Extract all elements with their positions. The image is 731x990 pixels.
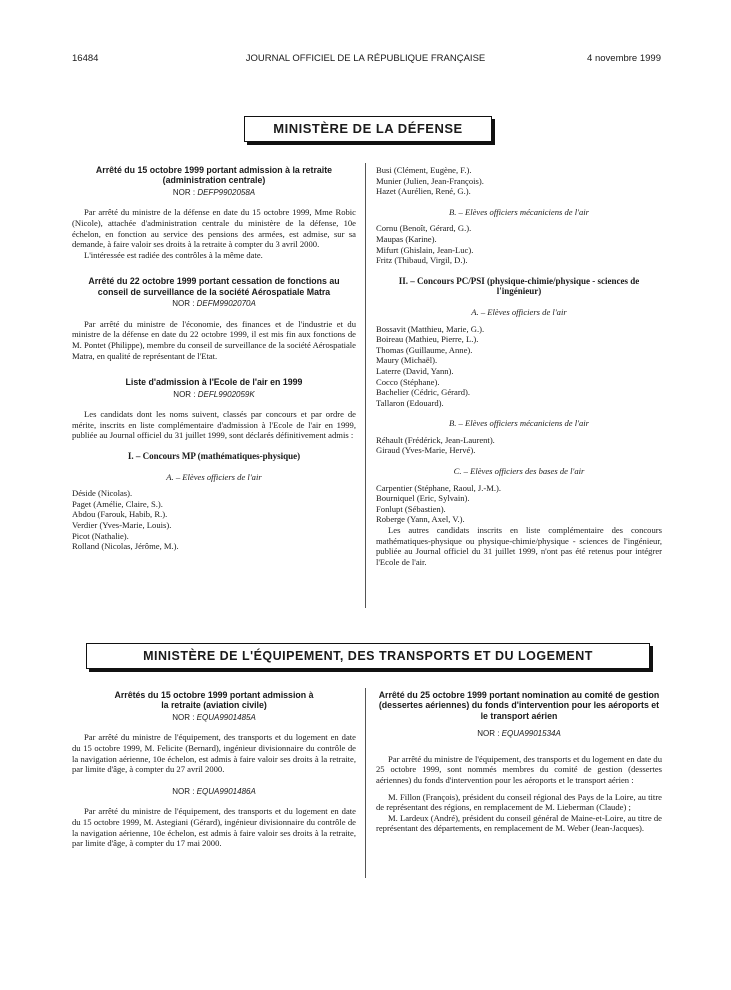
column-divider xyxy=(365,688,366,878)
paragraph: Par arrêté du ministre de l'équipement, des transports et du logement en date du 15 octobre 1999, M. Astegiani (Gérard), ingénieur divisionnaire du contrôle de la navigation aérienne, 10e échelon, est admis à faire valoir ses droits à la retraite, par limite d'âge, à compter du 17 mai 2000. xyxy=(72,806,356,849)
paragraph: Par arrêté du ministre de l'économie, des finances et de l'industrie et du ministre de la défense en date du 22 octobre 1999, il est mis fin aux fonctions de M. Pontet (Philippe), membre du conseil de surveillance de la société Aérospatiale Matra, en qualité de représentant de l'Etat. xyxy=(72,318,356,361)
list-item: Fonlupt (Sébastien). xyxy=(376,503,446,514)
name-list xyxy=(72,488,356,552)
list-item: Verdier (Yves-Marie, Louis). xyxy=(72,519,172,530)
name-list xyxy=(376,324,662,409)
list-item: Bourniquel (Eric, Sylvain). xyxy=(376,493,470,504)
list-item: Maury (Michaël). xyxy=(376,355,438,366)
paragraph: M. Lardeux (André), président du conseil général de Maine-et-Loire, au titre de représentant des départements, en remplacement de M. Weber (Jean-Jacques). xyxy=(376,812,662,834)
nor-ref: NOR : EQUA9901486A xyxy=(172,786,256,796)
list-item: Laterre (David, Yann). xyxy=(376,365,454,376)
equipment-column-right xyxy=(376,690,662,834)
column-divider xyxy=(365,163,366,608)
paragraph: L'intéressée est radiée des contrôles à la même date. xyxy=(84,249,263,260)
defense-column-right xyxy=(376,165,662,567)
list-item: Picot (Nathalie). xyxy=(72,530,129,541)
paragraph: Les autres candidats inscrits en liste complémentaire des concours mathématiques-physique ou physique-chimie/physique - sciences de l'ingénieur, publiée au Journal officiel du 31 juillet 1999, n'ont pas été retenus pour intégrer l'Ecole de l'air. xyxy=(376,525,662,567)
subsection-heading: C. – Elèves officiers des bases de l'air xyxy=(453,466,585,477)
article-title: Arrêté du 22 octobre 1999 portant cessation de fonctions au conseil de surveillance de la société Aérospatiale Matra xyxy=(88,276,340,297)
paragraph: Par arrêté du ministre de l'équipement, des transports et du logement en date du 15 octobre 1999, M. Felicite (Bernard), ingénieur divisionnaire du contrôle de la navigation aérienne, 10e échelon, est admis à faire valoir ses droits à la retraite, par limite d'âge, à compter du 27 avril 2000. xyxy=(72,732,356,775)
nor-ref: NOR : EQUA9901534A xyxy=(477,729,561,739)
article-title: Arrêté du 15 octobre 1999 portant admission à la retraite (administration centrale) xyxy=(95,165,333,186)
list-item: Tallaron (Edouard). xyxy=(376,397,444,408)
list-item: Bachelier (Cédric, Gérard). xyxy=(376,387,471,398)
subsection-heading: B. – Elèves officiers mécaniciens de l'air xyxy=(448,206,589,217)
paragraph: Les candidats dont les noms suivent, classés par concours et par ordre de mérite, inscrits en liste complémentaire d'admission à l'Ecole de l'air en 1999, publiée au Journal officiel du 31 juillet 1999, sont déclarés définitivement admis : xyxy=(72,409,356,441)
section-heading: I. – Concours MP (mathématiques-physique) xyxy=(127,450,301,461)
list-item: Carpentier (Stéphane, Raoul, J.-M.). xyxy=(376,482,502,493)
list-item: Abdou (Farouk, Habib, R.). xyxy=(72,509,168,520)
name-list xyxy=(376,435,662,456)
section-heading: II. – Concours PC/PSI (physique-chimie/physique - sciences de l'ingénieur) xyxy=(398,275,640,297)
nor-ref: NOR : EQUA9901485A xyxy=(172,712,256,722)
list-item: Boireau (Mathieu, Pierre, L.). xyxy=(376,334,479,345)
name-list xyxy=(376,165,662,197)
paragraph: M. Fillon (François), président du conseil régional des Pays de la Loire, au titre de représentant des régions, en remplacement de M. Lieberman (Claude) ; xyxy=(376,791,662,813)
list-item: Rolland (Nicolas, Jérôme, M.). xyxy=(72,541,179,552)
page-number: 16484 xyxy=(72,53,99,64)
list-item: Munier (Julien, Jean-François). xyxy=(376,175,484,186)
nor-ref: NOR : DEFP9902058A xyxy=(172,187,256,197)
list-item: Paget (Amélie, Claire, S.). xyxy=(72,498,163,509)
nor-ref: NOR : DEFL9902059K xyxy=(173,389,255,399)
name-list xyxy=(376,483,662,525)
list-item: Busi (Clément, Eugène, F.). xyxy=(376,165,472,175)
paragraph: Par arrêté du ministre de l'équipement, des transports et du logement en date du 25 octobre 1999, sont nommés membres du comité de gestion (dessertes aériennes) du fonds d'intervention pour les aéroports et le transport aérien : xyxy=(376,753,662,785)
list-item: Cocco (Stéphane). xyxy=(376,376,440,387)
list-item: Cornu (Benoît, Gérard, G.). xyxy=(376,223,472,234)
list-item: Roberge (Yann, Axel, V.). xyxy=(376,514,465,525)
list-item: Mifurt (Ghislain, Jean-Luc). xyxy=(376,244,474,255)
paragraph: Par arrêté du ministre de la défense en date du 15 octobre 1999, Mme Robic (Nicole), attachée d'administration centrale du ministère de la défense, 10e échelon, en fonction au service des pensions des armées, est admise, sur sa demande, à faire valoir ses droits à la retraite à compter du 3 avril 2000. xyxy=(72,207,356,250)
name-list xyxy=(376,223,662,265)
issue-date: 4 novembre 1999 xyxy=(587,53,661,64)
list-item: Giraud (Yves-Marie, Hervé). xyxy=(376,445,476,456)
journal-title: JOURNAL OFFICIEL DE LA RÉPUBLIQUE FRANÇAISE xyxy=(245,53,486,64)
list-item: Maupas (Karine). xyxy=(376,233,437,244)
list-item: Réhault (Frédérick, Jean-Laurent). xyxy=(376,434,495,445)
ministry-defense-banner: MINISTÈRE DE LA DÉFENSE xyxy=(244,116,492,142)
subsection-heading: B. – Elèves officiers mécaniciens de l'air xyxy=(448,418,589,429)
equipment-column-left xyxy=(72,690,356,849)
subsection-heading: A. – Elèves officiers de l'air xyxy=(471,306,567,317)
article-title: Arrêtés du 15 octobre 1999 portant admission à la retraite (aviation civile) xyxy=(114,690,314,711)
subsection-heading: A. – Elèves officiers de l'air xyxy=(166,471,262,482)
list-item: Thomas (Guillaume, Anne). xyxy=(376,344,473,355)
defense-column-left xyxy=(72,165,356,552)
article-title: Liste d'admission à l'Ecole de l'air en 1999 xyxy=(125,377,303,388)
list-item: Bossavit (Matthieu, Marie, G.). xyxy=(376,323,485,334)
ministry-equipment-banner: MINISTÈRE DE L'ÉQUIPEMENT, DES TRANSPORTS ET DU LOGEMENT xyxy=(86,643,650,669)
nor-ref: NOR : DEFM9902070A xyxy=(172,299,256,309)
list-item: Fritz (Thibaud, Virgil, D.). xyxy=(376,255,468,266)
list-item: Hazet (Aurélien, René, G.). xyxy=(376,186,471,197)
list-item: Déside (Nicolas). xyxy=(72,488,133,499)
article-title: Arrêté du 25 octobre 1999 portant nomination au comité de gestion (dessertes aériennes) du fonds d'intervention pour les aéroports et le transport aérien xyxy=(378,690,660,721)
